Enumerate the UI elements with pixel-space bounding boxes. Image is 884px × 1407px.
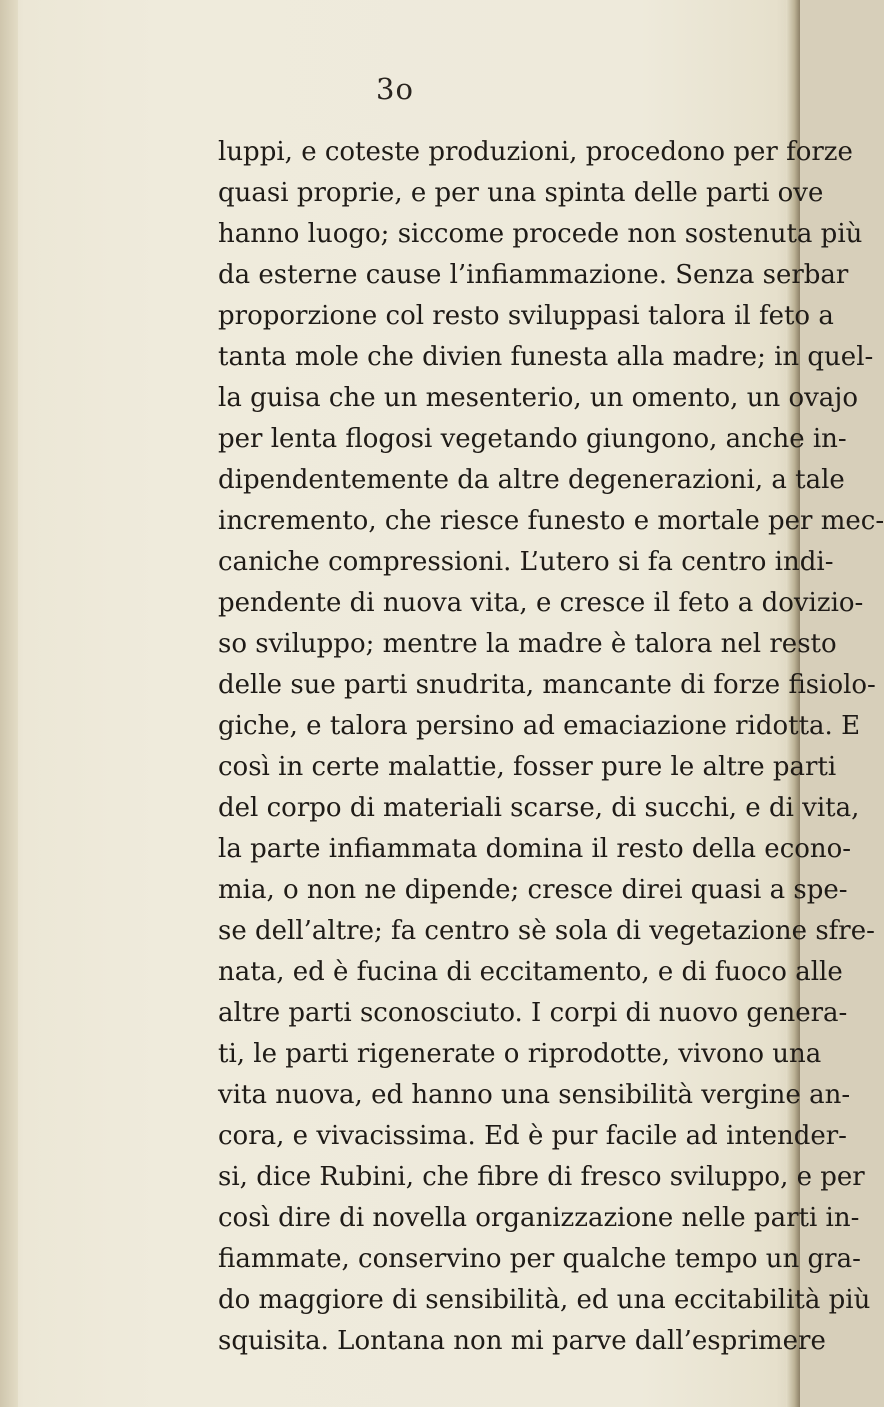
text-line: dipendentemente da altre degenerazioni, a tale: [218, 465, 845, 495]
text-line: so sviluppo; mentre la madre è talora nel resto: [218, 629, 837, 659]
text-line: la parte infiammata domina il resto della econo-: [218, 834, 852, 864]
text-line: per lenta flogosi vegetando giungono, anche in-: [218, 424, 847, 454]
text-line: si, dice Rubini, che fibre di fresco sviluppo, e per: [218, 1162, 865, 1192]
text-line: giche, e talora persino ad emaciazione ridotta. E: [218, 711, 861, 741]
text-line: ti, le parti rigenerate o riprodotte, vivono una: [218, 1039, 822, 1069]
text-line: se dell’altre; fa centro sè sola di vegetazione sfre-: [218, 916, 875, 946]
page-number: 3o: [376, 72, 414, 106]
text-line: vita nuova, ed hanno una sensibilità vergine an-: [218, 1080, 851, 1110]
text-line: tanta mole che divien funesta alla madre; in quel-: [218, 342, 874, 372]
text-line: così dire di novella organizzazione nelle parti in-: [218, 1203, 860, 1233]
text-line: così in certe malattie, fosser pure le altre parti: [218, 752, 837, 782]
text-line: nata, ed è fucina di eccitamento, e di fuoco alle: [218, 957, 843, 987]
text-line: mia, o non ne dipende; cresce direi quasi a spe-: [218, 875, 848, 905]
text-line: cora, e vivacissima. Ed è pur facile ad intender-: [218, 1121, 847, 1151]
text-line: altre parti sconosciuto. I corpi di nuovo genera-: [218, 998, 848, 1028]
text-line: caniche compressioni. L’utero si fa centro indi-: [218, 547, 834, 577]
text-line: da esterne cause l’infiammazione. Senza serbar: [218, 260, 849, 290]
text-line: quasi proprie, e per una spinta delle parti ove: [218, 178, 824, 208]
text-line: del corpo di materiali scarse, di succhi, e di vita,: [218, 793, 860, 823]
text-line: pendente di nuova vita, e cresce il feto a dovizio-: [218, 588, 864, 618]
text-line: fiammate, conservino per qualche tempo un gra-: [218, 1244, 861, 1274]
text-line: delle sue parti snudrita, mancante di forze fisiolo-: [218, 670, 876, 700]
text-line: luppi, e coteste produzioni, procedono per forze: [218, 137, 853, 167]
text-line: la guisa che un mesenterio, un omento, un ovajo: [218, 383, 859, 413]
text-line: do maggiore di sensibilità, ed una eccitabilità più: [218, 1285, 871, 1315]
text-line: hanno luogo; siccome procede non sostenuta più: [218, 219, 863, 249]
text-line: proporzione col resto sviluppasi talora il feto a: [218, 301, 834, 331]
text-line: squisita. Lontana non mi parve dall’esprimere: [218, 1326, 826, 1356]
text-line: incremento, che riesce funesto e mortale per mec-: [218, 506, 884, 536]
